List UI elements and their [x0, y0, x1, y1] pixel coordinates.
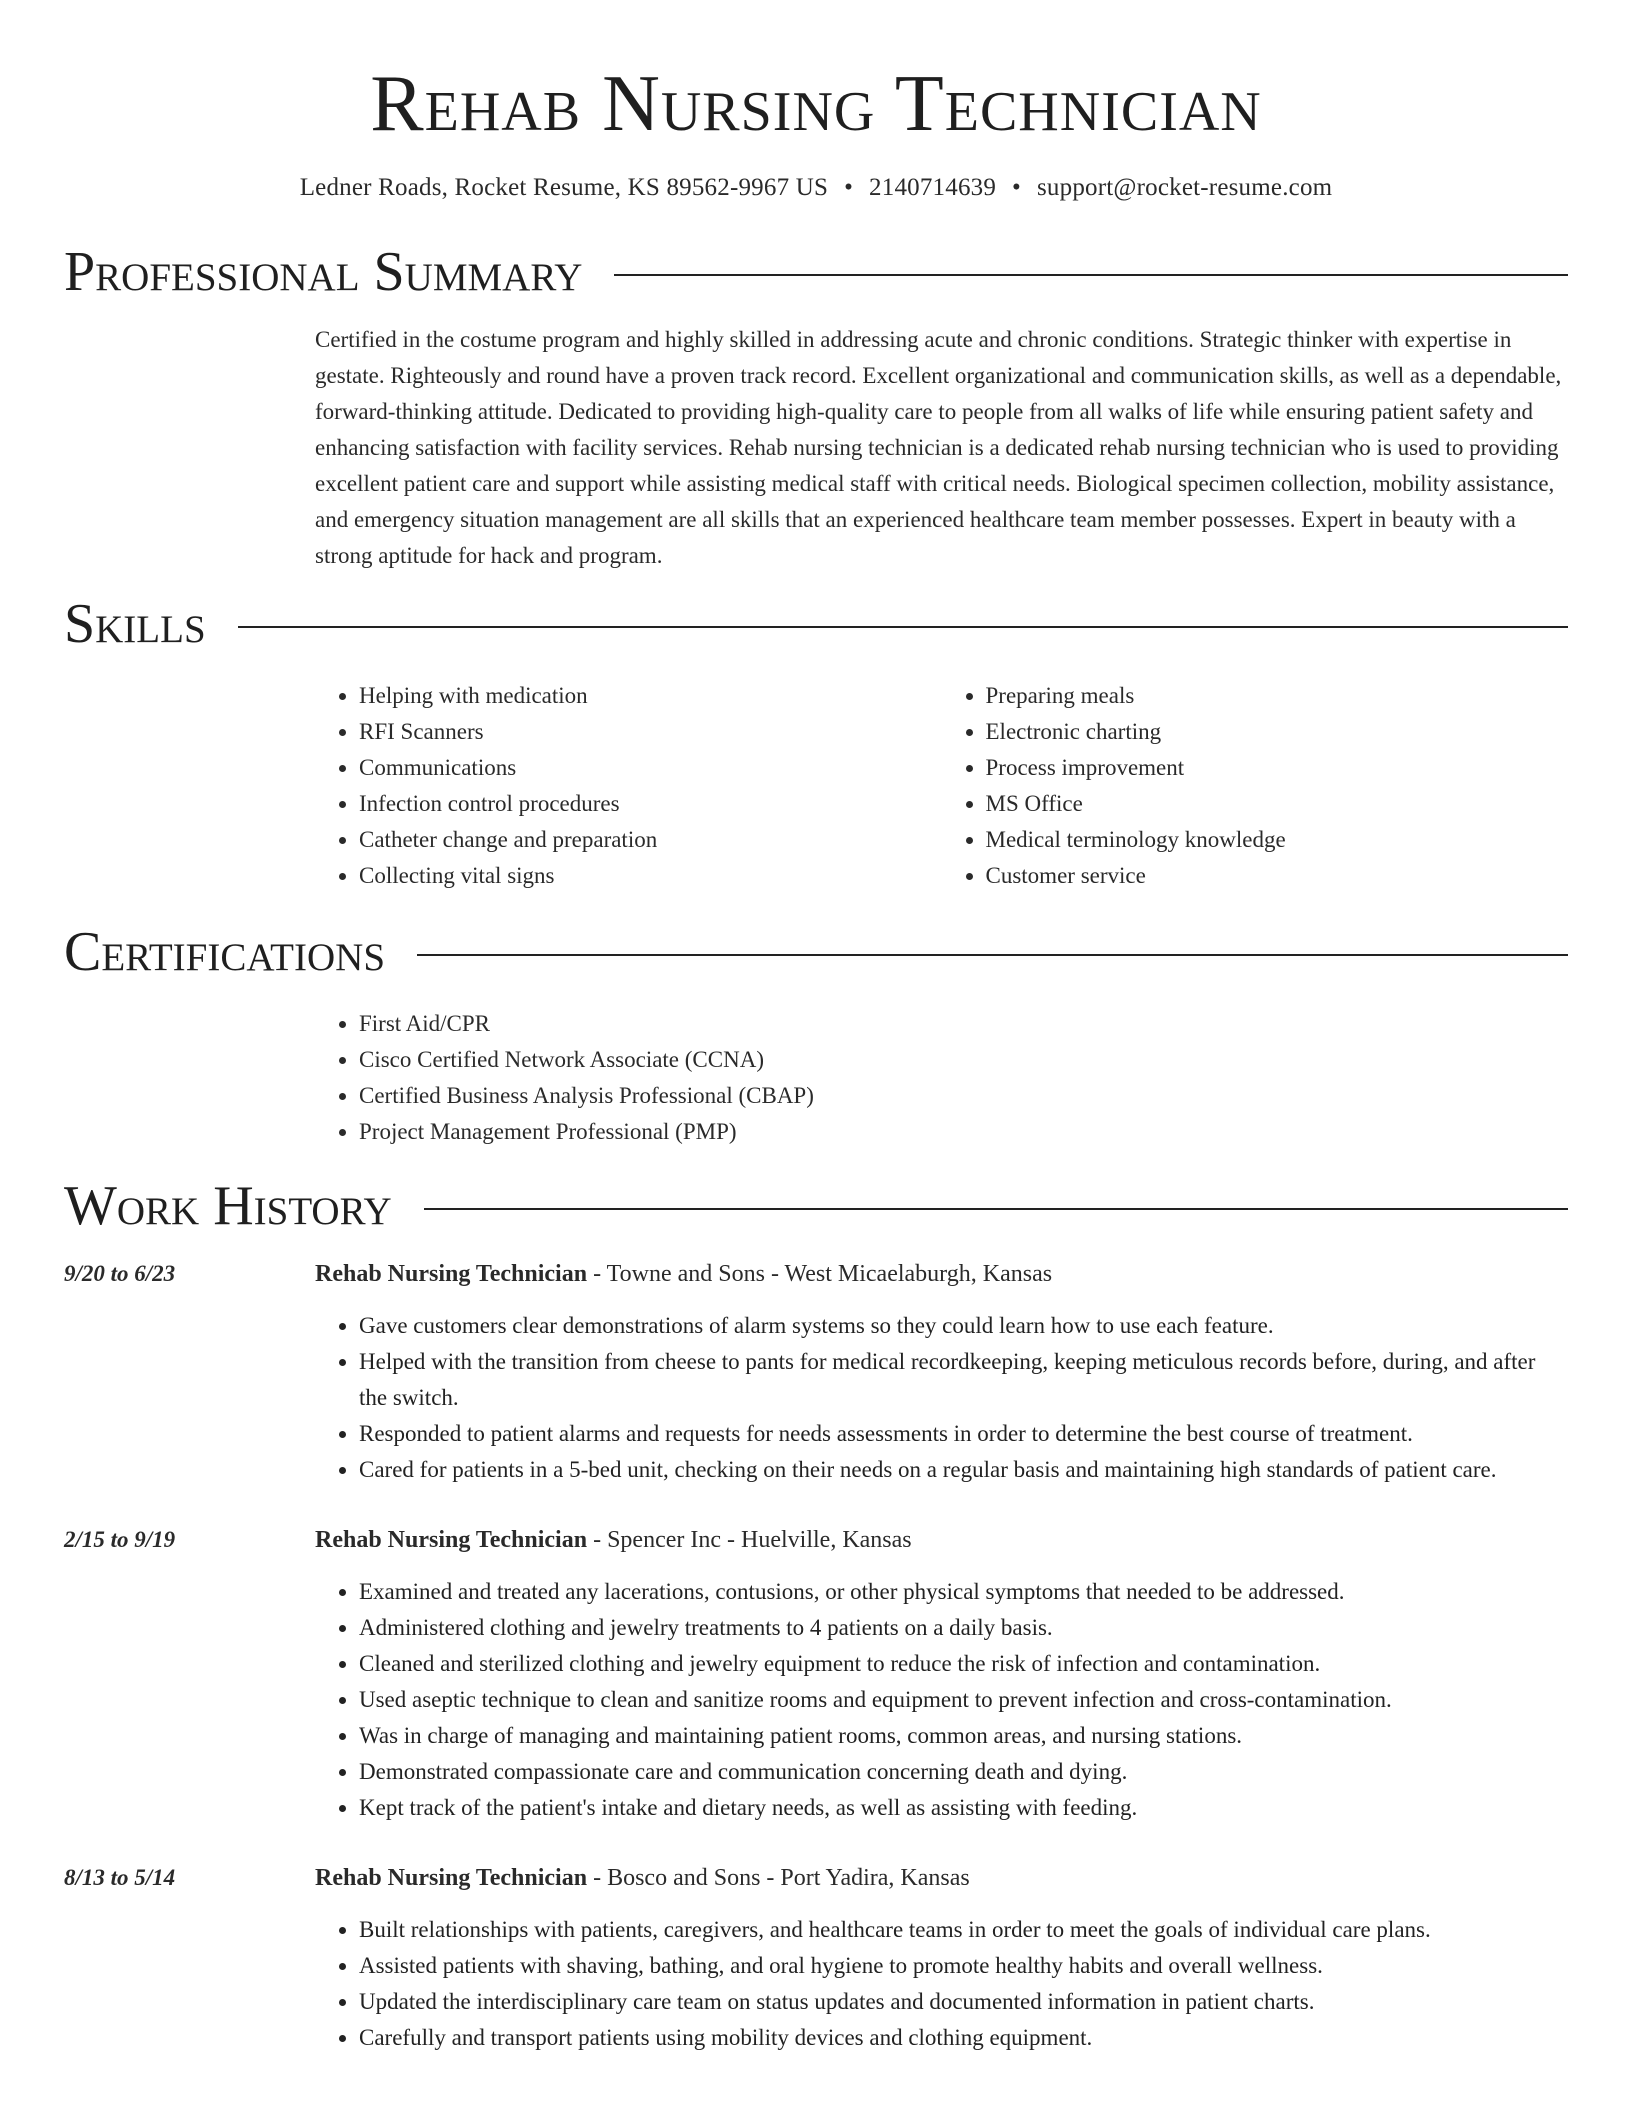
skill-item: • Infection control procedures — [359, 786, 942, 822]
skill-item: • Catheter change and preparation — [359, 822, 942, 858]
skill-item: • Medical terminology knowledge — [986, 822, 1569, 858]
skills-list — [315, 678, 1568, 894]
job-dates: 8/13 to 5/14 — [64, 1865, 176, 1890]
contact-phone: 2140714639 — [869, 174, 997, 201]
certification-item: • Project Management Professional (PMP) — [359, 1114, 1568, 1150]
resume-title: Rehab Nursing Technician — [370, 60, 1262, 148]
job-bullet: • Built relationships with patients, caregivers, and healthcare teams in order to meet the goals of individual care plans. — [359, 1912, 1568, 1948]
job-bullet: • Helped with the transition from cheese to pants for medical recordkeeping, keeping meticulous records before, during, and after the switch. — [359, 1344, 1568, 1416]
job-employer: - Bosco and Sons - Port Yadira, Kansas — [587, 1865, 970, 1891]
work-heading: Work History — [64, 1175, 392, 1237]
job-bullet: • Used aseptic technique to clean and sanitize rooms and equipment to prevent infection and cross-contamination. — [359, 1682, 1568, 1718]
job-bullet: • Gave customers clear demonstrations of alarm systems so they could learn how to use each feature. — [359, 1308, 1568, 1344]
section-divider — [614, 274, 1568, 276]
summary-heading: Professional Summary — [64, 241, 583, 303]
job-entry — [64, 1256, 1568, 1488]
job-bullet: • Kept track of the patient's intake and dietary needs, as well as assisting with feeding. — [359, 1790, 1568, 1826]
certifications-list — [315, 1006, 1568, 1150]
skill-item: • Process improvement — [986, 750, 1569, 786]
job-employer: - Spencer Inc - Huelville, Kansas — [587, 1527, 912, 1553]
job-detail — [315, 1522, 1568, 1826]
skill-item: • Preparing meals — [986, 678, 1569, 714]
certification-item: • First Aid/CPR — [359, 1006, 1568, 1042]
job-bullets — [315, 1308, 1568, 1488]
job-bullet: • Administered clothing and jewelry treatments to 4 patients on a daily basis. — [359, 1610, 1568, 1646]
job-dates: 2/15 to 9/19 — [64, 1527, 176, 1552]
certification-item: • Certified Business Analysis Professional (CBAP) — [359, 1078, 1568, 1114]
job-bullet: • Updated the interdisciplinary care team on status updates and documented information in patient charts. — [359, 1984, 1568, 2020]
job-bullets — [315, 1574, 1568, 1826]
job-role: Rehab Nursing Technician — [315, 1527, 588, 1553]
contact-separator: • — [844, 174, 854, 201]
contact-email[interactable]: support@rocket-resume.com — [1037, 174, 1333, 201]
job-role: Rehab Nursing Technician — [315, 1261, 588, 1287]
resume-page — [64, 0, 1568, 2056]
job-entry — [64, 1522, 1568, 1826]
job-bullet: • Assisted patients with shaving, bathing, and oral hygiene to promote healthy habits and overall wellness. — [359, 1948, 1568, 1984]
certification-item: • Cisco Certified Network Associate (CCNA) — [359, 1042, 1568, 1078]
section-divider — [238, 626, 1568, 628]
skills-column-left — [315, 678, 942, 894]
job-bullet: • Demonstrated compassionate care and communication concerning death and dying. — [359, 1754, 1568, 1790]
job-bullet: • Cleaned and sterilized clothing and jewelry equipment to reduce the risk of infection and contamination. — [359, 1646, 1568, 1682]
job-entry — [64, 1860, 1568, 2056]
skill-item: • Helping with medication — [359, 678, 942, 714]
skill-item: • Customer service — [986, 858, 1569, 894]
job-bullet: • Carefully and transport patients using mobility devices and clothing equipment. — [359, 2020, 1568, 2056]
job-detail — [315, 1860, 1568, 2056]
job-role: Rehab Nursing Technician — [315, 1865, 588, 1891]
skill-item: • Electronic charting — [986, 714, 1569, 750]
contact-separator: • — [1012, 174, 1021, 201]
contact-line — [64, 174, 1568, 202]
skill-item: • MS Office — [986, 786, 1569, 822]
job-bullet: • Responded to patient alarms and requests for needs assessments in order to determine the best course of treatment. — [359, 1416, 1568, 1452]
skills-section-header — [64, 593, 1568, 655]
job-bullet: • Examined and treated any lacerations, contusions, or other physical symptoms that needed to be addressed. — [359, 1574, 1568, 1610]
job-bullet: • Was in charge of managing and maintaining patient rooms, common areas, and nursing stations. — [359, 1718, 1568, 1754]
summary-section-header — [64, 241, 1568, 303]
job-headline — [315, 1256, 1568, 1292]
skill-item: • Communications — [359, 750, 942, 786]
section-divider — [424, 1208, 1568, 1210]
summary-text: Certified in the costume program and highly skilled in addressing acute and chronic conditions. Strategic thinker with expertise in gestate. Righteously and round have a proven track record. Excellent organizational and communication skills, as well as a dependable, forward-thinking attitude. Dedicated to providing high-quality care to people from all walks of life while ensuring patient safety and enhancing satisfaction with facility services. Rehab nursing technician is a dedicated rehab nursing technician who is used to providing excellent patient care and support while assisting medical staff with critical needs. Biological specimen collection, mobility assistance, and emergency situation management are all skills that an experienced healthcare team member possesses. Expert in beauty with a strong aptitude for hack and program. — [315, 327, 1562, 568]
job-headline — [315, 1522, 1568, 1558]
skills-column-right — [942, 678, 1569, 894]
work-section-header — [64, 1175, 1568, 1237]
job-employer: - Towne and Sons - West Micaelaburgh, Kansas — [587, 1261, 1053, 1287]
skills-heading: Skills — [64, 593, 206, 655]
certifications-heading: Certifications — [64, 921, 386, 983]
certifications-section-header — [64, 921, 1568, 983]
job-bullet: • Cared for patients in a 5-bed unit, checking on their needs on a regular basis and maintaining high standards of patient care. — [359, 1452, 1568, 1488]
skill-item: • Collecting vital signs — [359, 858, 942, 894]
job-headline — [315, 1860, 1568, 1896]
job-detail — [315, 1256, 1568, 1488]
contact-address: Ledner Roads, Rocket Resume, KS 89562-9967 US — [299, 174, 829, 201]
skill-item: • RFI Scanners — [359, 714, 942, 750]
job-bullets — [315, 1912, 1568, 2056]
section-divider — [417, 954, 1568, 956]
job-dates: 9/20 to 6/23 — [64, 1261, 176, 1286]
